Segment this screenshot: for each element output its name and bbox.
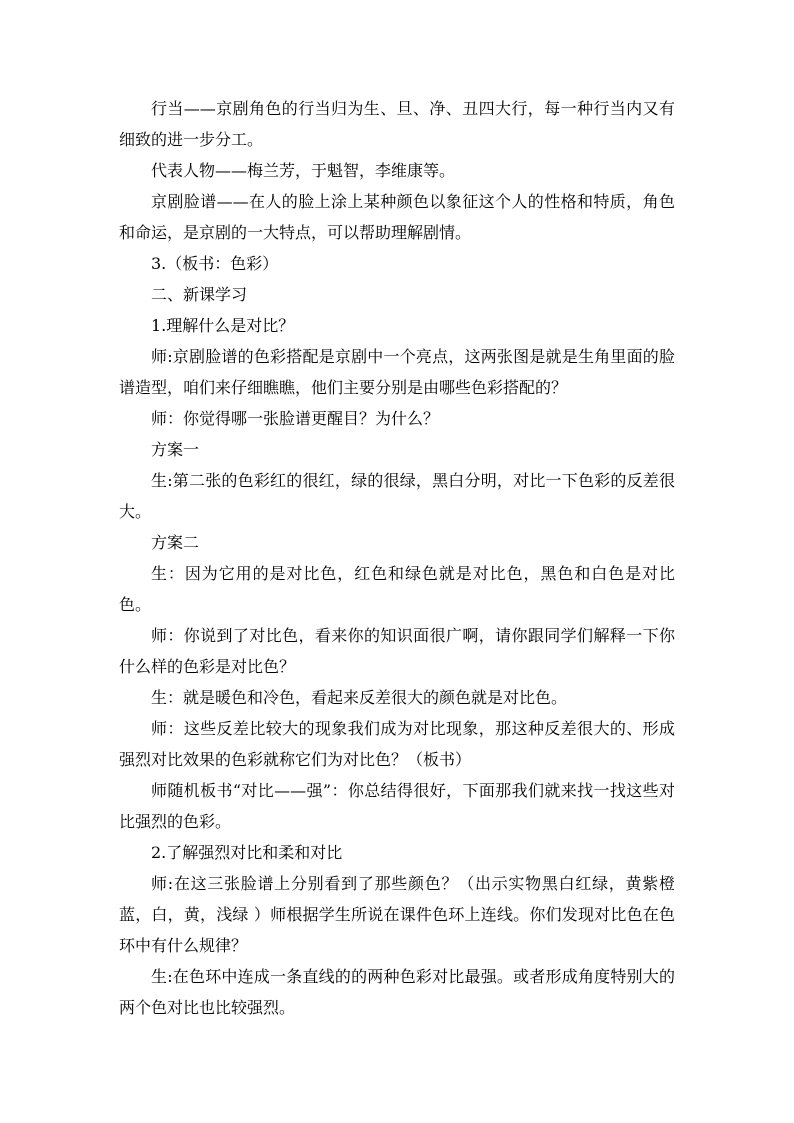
paragraph-xingdang: 行当——京剧角色的行当归为生、旦、净、丑四大行，每一种行当内又有细致的进一步分工。 (119, 99, 675, 149)
subheading-strong-soft-contrast: 2.了解强烈对比和柔和对比 (151, 843, 343, 862)
paragraph-teacher-followup: 师：你说到了对比色，看来你的知识面很广啊，请你跟同学们解释一下你什么样的色彩是对比色？ (119, 626, 675, 676)
paragraph-lianpu: 京剧脸谱——在人的脸上涂上某种颜色以象征这个人的性格和特质，角色和命运，是京剧的一大特点，可以帮助理解剧情。 (119, 192, 675, 242)
paragraph-student-answer-2: 生：因为它用的是对比色，红色和绿色就是对比色，黑色和白色是对比色。 (119, 564, 675, 614)
paragraph-student-answer-4: 生:在色环中连成一条直线的的两种色彩对比最强。或者形成角度特别大的两个色对比也比较强烈。 (119, 967, 675, 1017)
document-body (119, 93, 675, 1023)
paragraph-board-color: 3.（板书：色彩） (151, 254, 279, 273)
paragraph-teacher-question-2: 师：你觉得哪一张脸谱更醒目？为什么？ (151, 409, 440, 428)
paragraph-teacher-board: 师随机板书“对比——强”：你总结得很好，下面那我们就来找一找这些对比强烈的色彩。 (119, 781, 675, 831)
paragraph-student-answer-1: 生:第二张的色彩红的很红，绿的很绿，黑白分明，对比一下色彩的反差很大。 (119, 471, 675, 521)
paragraph-plan-one: 方案一 (151, 440, 200, 459)
paragraph-plan-two: 方案二 (151, 533, 200, 552)
paragraph-teacher-definition: 师：这些反差比较大的现象我们成为对比现象，那这种反差很大的、形成强烈对比效果的色彩就称它们为对比色？（板书） (119, 719, 675, 769)
section-heading-new-lesson: 二、新课学习 (151, 285, 248, 304)
paragraph-teacher-color-wheel: 师:在这三张脸谱上分别看到了那些颜色？（出示实物黑白红绿，黄紫橙蓝，白，黄，浅绿 ）师根据学生所说在课件色环上连线。你们发现对比色在色环中有什么规律？ (119, 874, 675, 955)
paragraph-representatives: 代表人物——梅兰芳，于魁智，李维康等。 (151, 161, 456, 180)
paragraph-student-answer-3: 生：就是暖色和冷色，看起来反差很大的颜色就是对比色。 (151, 688, 568, 707)
paragraph-teacher-question-1: 师:京剧脸谱的色彩搭配是京剧中一个亮点，这两张图是就是生角里面的脸谱造型，咱们来仔细瞧瞧，他们主要分别是由哪些色彩搭配的？ (119, 347, 675, 397)
subheading-what-is-contrast: 1.理解什么是对比？ (151, 316, 295, 335)
